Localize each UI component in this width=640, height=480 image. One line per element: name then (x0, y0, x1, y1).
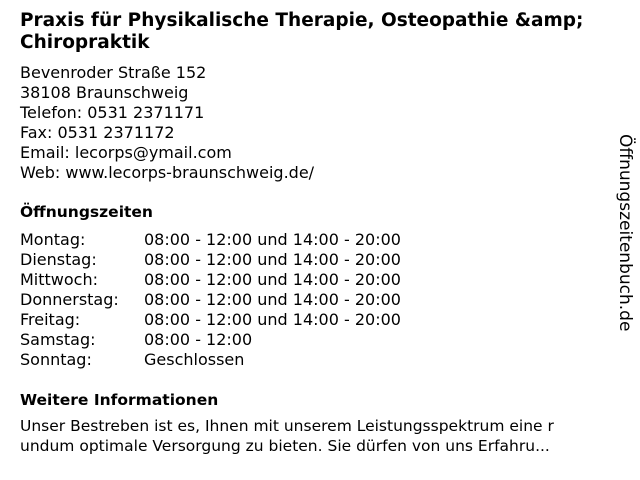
hours-row-monday (20, 230, 616, 250)
hours-row-sunday (20, 350, 616, 370)
fax-line: Fax: 0531 2371172 (20, 123, 175, 142)
day-label: Freitag: (20, 310, 81, 329)
hours-row-friday (20, 310, 616, 330)
time-value: 08:00 - 12:00 und 14:00 - 20:00 (144, 290, 401, 309)
side-brand-text: Öffnungszeitenbuch.de (615, 134, 635, 332)
street-address: Bevenroder Straße 152 (20, 63, 207, 82)
time-value: 08:00 - 12:00 und 14:00 - 20:00 (144, 270, 401, 289)
time-value: 08:00 - 12:00 und 14:00 - 20:00 (144, 230, 401, 249)
contact-block (20, 63, 616, 183)
more-info-heading: Weitere Informationen (20, 391, 219, 409)
hours-row-tuesday (20, 250, 616, 270)
time-value: 08:00 - 12:00 (144, 330, 253, 349)
time-value: 08:00 - 12:00 und 14:00 - 20:00 (144, 250, 401, 269)
email-line: Email: lecorps@ymail.com (20, 143, 232, 162)
day-label: Sonntag: (20, 350, 92, 369)
hours-row-wednesday (20, 270, 616, 290)
info-line: undum optimale Versorgung zu bieten. Sie dürfen von uns Erfahru... (20, 437, 550, 455)
hours-row-thursday (20, 290, 616, 310)
side-brand-watermark (612, 134, 638, 336)
day-label: Montag: (20, 230, 86, 249)
day-label: Samstag: (20, 330, 96, 349)
business-name: Praxis für Physikalische Therapie, Osteopathie &amp; Chiropraktik (20, 10, 584, 53)
opening-hours-table (20, 230, 616, 370)
phone-line: Telefon: 0531 2371171 (20, 103, 205, 122)
day-label: Dienstag: (20, 250, 97, 269)
time-value: 08:00 - 12:00 und 14:00 - 20:00 (144, 310, 401, 329)
more-info-text (20, 416, 620, 456)
postal-city: 38108 Braunschweig (20, 83, 189, 102)
day-label: Donnerstag: (20, 290, 119, 309)
day-label: Mittwoch: (20, 270, 98, 289)
info-line: Unser Bestreben ist es, Ihnen mit unserem Leistungsspektrum eine r (20, 417, 554, 435)
hours-row-saturday (20, 330, 616, 350)
website-line: Web: www.lecorps-braunschweig.de/ (20, 163, 315, 182)
opening-hours-heading: Öffnungszeiten (20, 203, 153, 221)
listing-card (20, 10, 616, 456)
time-value: Geschlossen (144, 350, 245, 369)
